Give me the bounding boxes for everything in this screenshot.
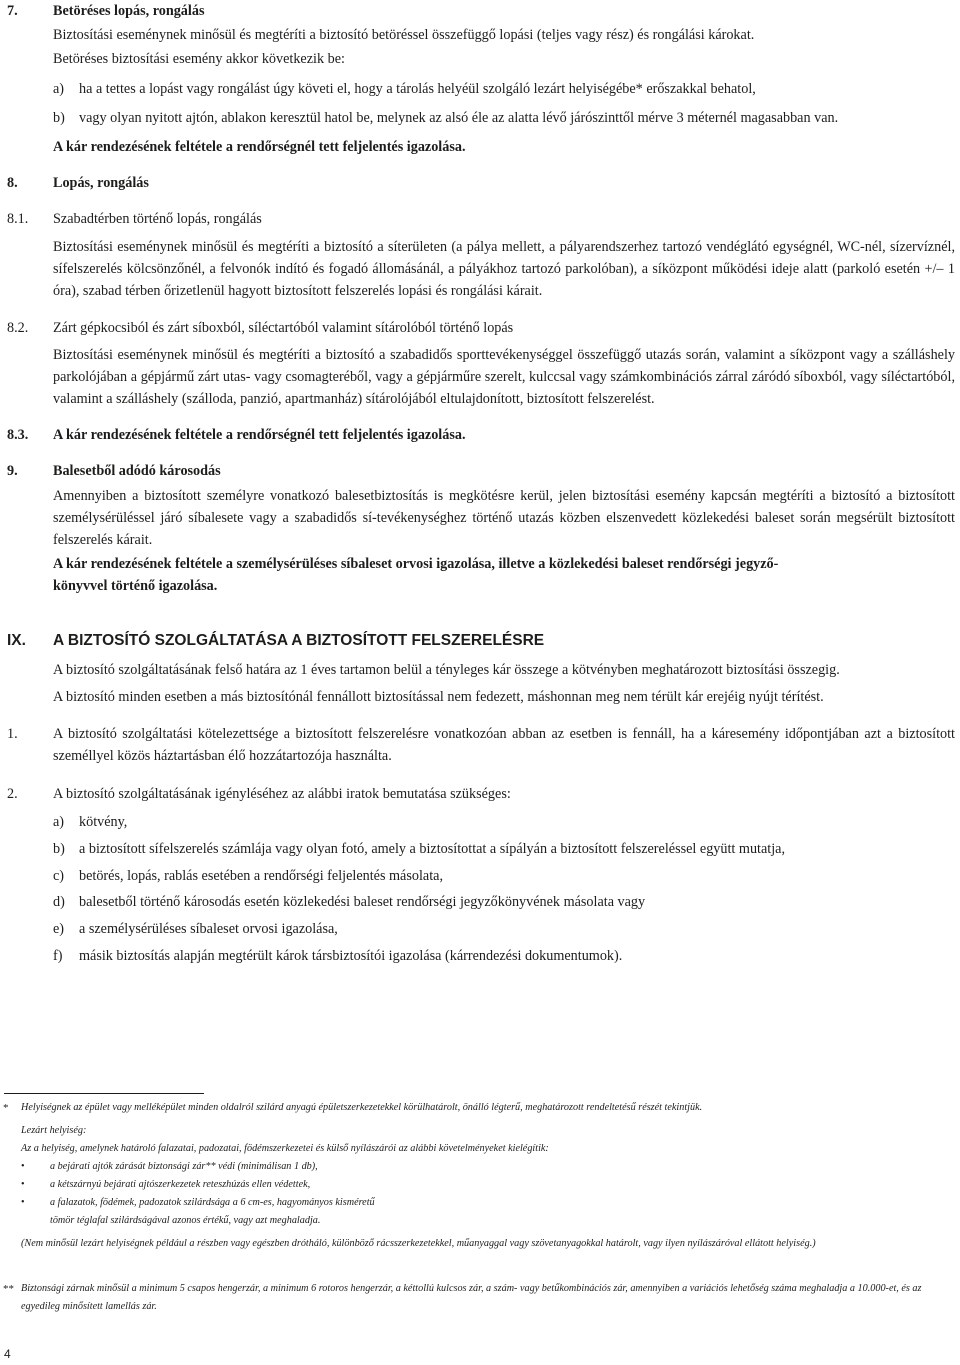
section-7-number: 7. [7, 3, 18, 19]
footnote-text: Helyiségnek az épület vagy melléképület minden oldalról szilárd anyagú épületszerkezetekkel körülhatárolt, önálló légterű, meghatározott rendeltetésű részét tekintjük. [21, 1102, 703, 1113]
item-label: b) [53, 110, 65, 126]
bullet-text: a kétszárnyú bejárati ajtószerkezetek reteszhúzás ellen védettek, [50, 1179, 311, 1190]
point-text: A biztosító szolgáltatásának igényléséhez az alábbi iratok bemutatása szükséges: [53, 786, 511, 802]
section-IX-number: IX. [7, 632, 26, 649]
section-8-1-body: Biztosítási eseménynek minősül és megtéríti a biztosító a síterületen (a pálya mellett, a pályarendszerhez tartozó vendéglátó egységnél, WC-nél, sízervíznél, sífelszerelés kölcsönzőnél, a felvonók indító és fogadó állomásánál, a pályákhoz tartozó parkolóban), a síközpont működési ideje alatt (parkoló esetén +/– 1 óra), szabad térben őrizetlenül hagyott biztosított felszerelés lopási és rongálási kárait. [53, 239, 955, 299]
section-9-condition-line-1: A kár rendezésének feltétele a személysérüléses síbaleset orvosi igazolása, illetve a közlekedési baleset rendőrségi jegyző- [53, 556, 779, 572]
bullet-icon: • [21, 1161, 25, 1172]
bullet-text: a falazatok, födémek, padozatok szilárdsága a 6 cm-es, hagyományos kisméretű [50, 1197, 375, 1208]
point-text: A biztosító szolgáltatási kötelezettsége a biztosított felszerelésre vonatkozóan abban az esetben is fennáll, ha a káresemény időpontjában azt a biztosított személlyel közös háztartásban élő hozzátartozója használta. [53, 726, 955, 764]
section-7-title: Betöréses lopás, rongálás [53, 3, 205, 19]
section-IX-paragraph-2: A biztosító minden esetben a más biztosítónál fennállott biztosítással nem fedezett, máshonnan meg nem térült kár erejéig nyújt térítést. [53, 689, 824, 705]
section-7-paragraph-1: Biztosítási eseménynek minősül és megtéríti a biztosító betöréssel összefüggő lopási (teljes vagy rész) és rongálási károkat. [53, 27, 755, 43]
bullet-text: a bejárati ajtók zárását biztonsági zár** védi (minimálisan 1 db), [50, 1161, 318, 1172]
section-7-paragraph-2: Betöréses biztosítási esemény akkor következik be: [53, 51, 345, 67]
item-text: kötvény, [79, 814, 128, 830]
page-number: 4 [4, 1347, 11, 1361]
item-label: a) [53, 814, 65, 830]
item-text: balesetből történő károsodás esetén közlekedési baleset rendőrségi jegyzőkönyvének másolata vagy [79, 894, 646, 910]
point-number: 2. [7, 786, 18, 802]
section-9-body: Amennyiben a biztosított személyre vonatkozó balesetbiztosítás is megkötésre kerül, jelen biztosítási esemény kapcsán megtéríti a biztosító a biztosított személysérüléssel járó síbalesete vagy a szabadidős sí-tevékenységhez történő utazás közben elszenvedett közlekedési baleset során megsérült biztosított felszerelés kárait. [53, 488, 955, 548]
footnote-separator [4, 1093, 204, 1094]
bullet-icon: • [21, 1197, 25, 1208]
item-text: betörés, lopás, rablás esetében a rendőrségi feljelentés másolata, [79, 868, 443, 884]
locked-room-intro: Az a helyiség, amelynek határoló falazatai, padozatai, födémszerkezetei és külső nyílászárói az alábbi követelményeket kielégítik: [21, 1143, 549, 1154]
section-8-2-number: 8.2. [7, 320, 29, 336]
item-label: a) [53, 81, 65, 97]
section-8-title: Lopás, rongálás [53, 175, 149, 191]
item-label: e) [53, 921, 65, 937]
section-8-3-condition: A kár rendezésének feltétele a rendőrségnél tett feljelentés igazolása. [53, 427, 466, 443]
item-label: b) [53, 841, 65, 857]
section-8-2-body: Biztosítási eseménynek minősül és megtéríti a biztosító a szabadidős sporttevékenységgel összefüggő utazás során, valamint a síközpont vagy a szálláshely parkolójában a gépjármű zárt utas- vagy csomagteréből, vagy a gépjárműre szerelt, kulccsal vagy számkombinációs zárral záródó síboxból, vagy síléctartóból, valamint a szálláshely (szálloda, panzió, apartmanház) sítárolójából eltulajdonított, biztosított felszerelést. [53, 347, 955, 407]
section-8-number: 8. [7, 175, 18, 191]
section-8-3-number: 8.3. [7, 427, 29, 443]
section-8-1-title: Szabadtérben történő lopás, rongálás [53, 211, 262, 227]
item-text: vagy olyan nyitott ajtón, ablakon keresztül hatol be, melynek az alsó éle az alatta lévő járószinttől mérve 3 méternél magasabban van. [79, 110, 839, 126]
section-9-number: 9. [7, 463, 18, 479]
locked-room-title: Lezárt helyiség: [21, 1125, 87, 1136]
item-text: ha a tettes a lopást vagy rongálást úgy követi el, hogy a tárolás helyéül szolgáló lezárt helyiségébe* erőszakkal behatol, [79, 81, 756, 97]
section-IX-paragraph-1: A biztosító szolgáltatásának felső határa az 1 éves tartamon belül a tényleges kár összege a kötvényben meghatározott biztosítási összegig. [53, 662, 840, 678]
bullet-text-continuation: tömör téglafal szilárdságával azonos értékű, vagy azt meghaladja. [50, 1215, 321, 1226]
item-label: c) [53, 868, 65, 884]
footnote-note: (Nem minősül lezárt helyiségnek például a részben vagy egészben drótháló, különböző rácsszerkezetekkel, műanyaggal vagy szövetanyagokkal határolt, vagy ilyen nyílászáróval ellátott helyiség.) [21, 1238, 816, 1249]
item-label: d) [53, 894, 65, 910]
section-9-condition-line-2: könyvvel történő igazolása. [53, 578, 218, 594]
item-text: másik biztosítás alapján megtérült károk társbiztosítói igazolása (kárrendezési dokumentumok). [79, 948, 623, 964]
section-8-2-title: Zárt gépkocsiból és zárt síboxból, síléctartóból valamint sítárolóból történő lopás [53, 320, 514, 336]
item-text: a személysérüléses síbaleset orvosi igazolása, [79, 921, 338, 937]
section-8-1-number: 8.1. [7, 211, 29, 227]
footnote-marker: * [3, 1102, 9, 1114]
point-number: 1. [7, 726, 18, 742]
footnote-marker: ** [3, 1283, 14, 1295]
section-9-title: Balesetből adódó károsodás [53, 463, 221, 479]
footnote-text: Biztonsági zárnak minősül a minimum 5 csapos hengerzár, a minimum 6 rotoros hengerzár, a kéttollú kulcsos zár, a szám- vagy betűkombinációs zár, amennyiben a variációs lehetőség száma meghaladja a 10.000-et, és az egyedileg minősített lamellás zár. [21, 1283, 922, 1312]
section-7-condition: A kár rendezésének feltétele a rendőrségnél tett feljelentés igazolása. [53, 139, 466, 155]
section-IX-title: A BIZTOSÍTÓ SZOLGÁLTATÁSA A BIZTOSÍTOTT FELSZERELÉSRE [53, 632, 545, 649]
item-text: a biztosított sífelszerelés számlája vagy olyan fotó, amely a biztosítottat a sípályán a biztosított felszereléssel együtt mutatja, [79, 841, 786, 857]
bullet-icon: • [21, 1179, 25, 1190]
item-label: f) [53, 948, 63, 964]
